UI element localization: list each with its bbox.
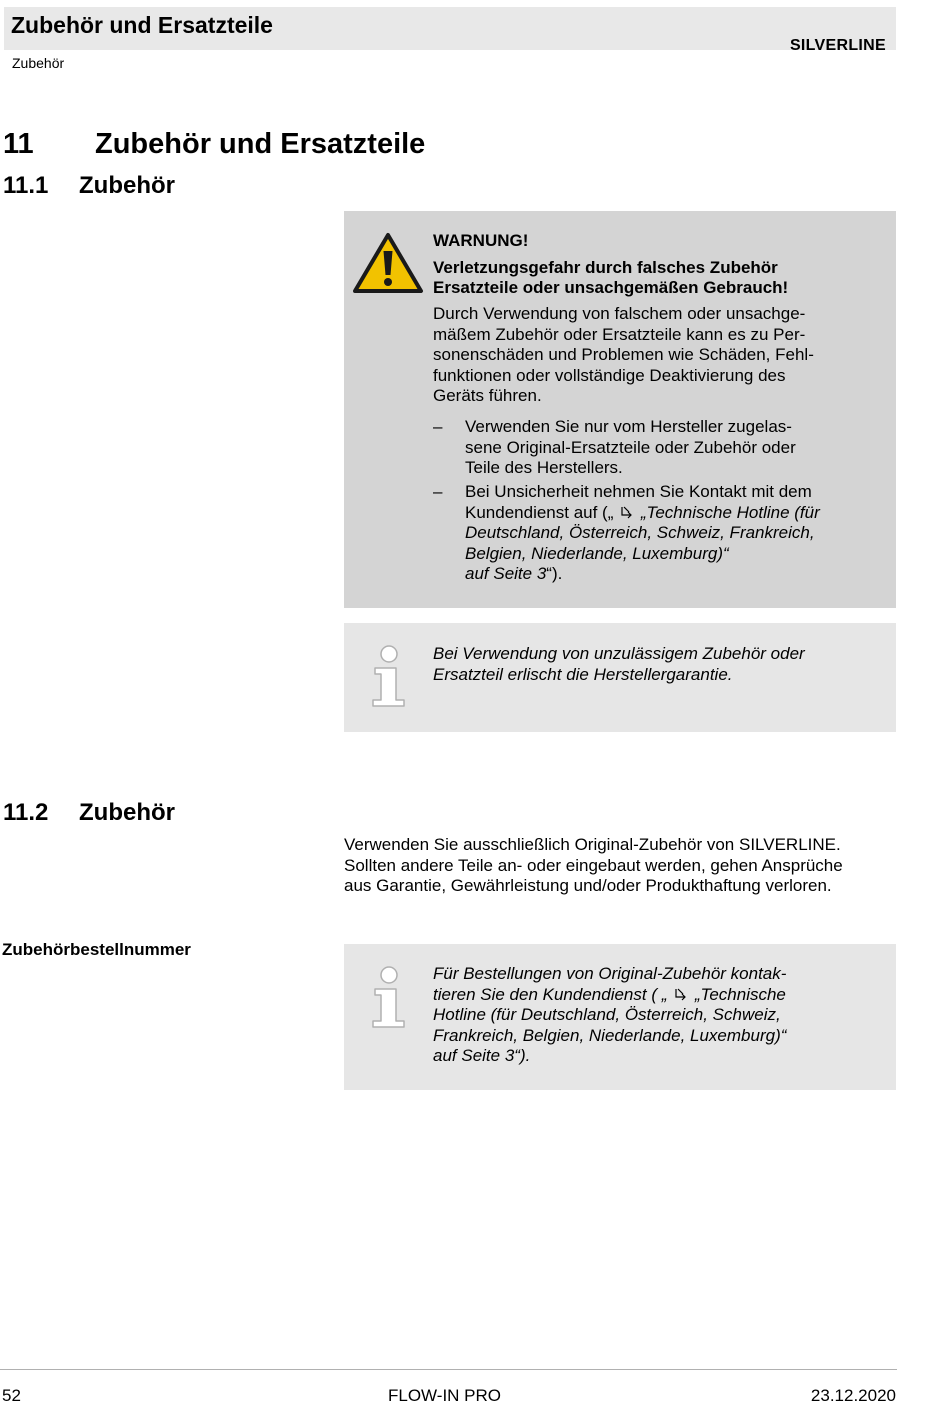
warning-body-line: sonenschäden und Problemen wie Schäden, Fehl- [433, 345, 814, 364]
header-title: Zubehör und Ersatzteile [11, 12, 273, 38]
page-reference-link[interactable]: auf Seite 3“). [433, 1046, 531, 1065]
document-date: 23.12.2020 [810, 1386, 896, 1405]
warning-body [433, 304, 814, 407]
list-item-line [465, 564, 820, 585]
cross-reference-icon [620, 505, 634, 519]
bullet-dash: – [433, 482, 443, 501]
info-text-line: Ersatzteil erlischt die Herstellergarantie. [433, 664, 733, 684]
warning-heading-line: Verletzungsgefahr durch falsches Zubehör [433, 258, 778, 277]
hotline-link[interactable]: Belgien, Niederlande, Luxemburg)“ [465, 543, 729, 563]
list-item [465, 482, 820, 585]
product-name: FLOW-IN PRO [388, 1386, 502, 1405]
paragraph-line: Sollten andere Teile an- oder eingebaut werden, gehen Ansprüche [344, 855, 843, 875]
list-item-line [465, 503, 820, 524]
warning-body-line: mäßem Zubehör oder Ersatzteile kann es zu Per- [433, 324, 806, 344]
cross-reference-icon [674, 987, 688, 1001]
list-item-line: Teile des Herstellers. [465, 458, 623, 477]
section-title: Zubehör [79, 799, 175, 826]
paragraph-line: Verwenden Sie ausschließlich Original-Zubehör von SILVERLINE. [344, 835, 841, 854]
warning-body-line: funktionen oder vollständige Deaktivierung des [433, 365, 786, 385]
side-label: Zubehörbestellnummer [2, 940, 191, 959]
hotline-link[interactable]: „Technische Hotline (für [640, 502, 820, 522]
chapter-title: Zubehör und Ersatzteile [95, 128, 426, 160]
body-paragraph [344, 835, 843, 897]
info-text [433, 964, 786, 1067]
list-item-text: Kundendienst auf („ [465, 502, 614, 522]
page-reference-link[interactable]: auf Seite 3 [465, 564, 547, 583]
warning-label: WARNUNG! [433, 231, 529, 250]
page-number: 52 [2, 1386, 21, 1405]
info-text-line: Bei Verwendung von unzulässigem Zubehör oder [433, 644, 805, 663]
warning-heading-line: Ersatzteile oder unsachgemäßen Gebrauch! [433, 278, 789, 297]
hotline-link[interactable]: Deutschland, Österreich, Schweiz, Frankreich, [465, 523, 815, 542]
hotline-link[interactable]: „Technische [694, 984, 786, 1004]
paragraph-line: aus Garantie, Gewährleistung und/oder Produkthaftung verloren. [344, 876, 832, 895]
info-text: tieren Sie den Kundendienst ( „ [433, 984, 668, 1004]
info-text-line: Für Bestellungen von Original-Zubehör kontak- [433, 964, 787, 983]
section-number: 11.2 [3, 799, 49, 826]
list-item [465, 417, 796, 479]
chapter-number: 11 [3, 128, 34, 160]
list-item-text: “). [546, 564, 563, 583]
brand-logo: SILVERLINE [789, 37, 886, 54]
info-text [433, 644, 805, 685]
hotline-link[interactable]: Hotline (für Deutschland, Österreich, Schweiz, [433, 1005, 781, 1024]
info-icon [370, 965, 406, 1029]
list-item-line: Verwenden Sie nur vom Hersteller zugelas- [465, 417, 792, 436]
bullet-dash: – [433, 417, 443, 436]
warning-body-line: Durch Verwendung von falschem oder unsachge- [433, 304, 806, 323]
section-title: Zubehör [79, 172, 175, 199]
hotline-link[interactable]: Frankreich, Belgien, Niederlande, Luxemburg)“ [433, 1025, 787, 1045]
warning-triangle-icon [352, 231, 424, 295]
footer-rule [0, 1369, 897, 1370]
header-subtitle: Zubehör [12, 55, 65, 71]
info-icon [370, 644, 406, 708]
list-item-line: sene Original-Ersatzteile oder Zubehör oder [465, 437, 796, 457]
list-item-line: Bei Unsicherheit nehmen Sie Kontakt mit dem [465, 482, 812, 501]
section-number: 11.1 [3, 172, 49, 199]
info-text-line [433, 985, 786, 1006]
warning-body-line: Geräts führen. [433, 386, 542, 405]
